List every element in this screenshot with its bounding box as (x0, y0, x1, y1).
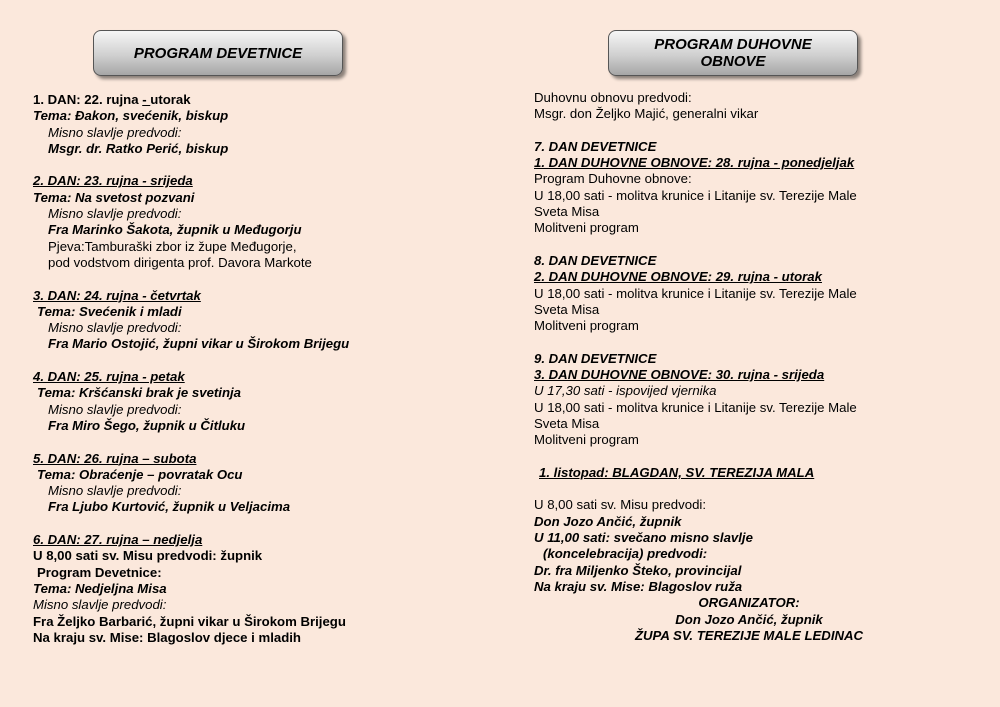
day6-misno: Misno slavlje predvodi: (33, 597, 167, 613)
day5-title: 5. DAN: 26. rujna – subota (33, 450, 197, 466)
day8-line3: Molitveni program (534, 318, 639, 334)
day8-title: 8. DAN DEVETNICE (534, 252, 657, 268)
organizer-label: ORGANIZATOR: (698, 595, 800, 611)
day9-line1: U 17,30 sati - ispovijed vjernika (534, 383, 717, 399)
header-text: PROGRAM DEVETNICE (133, 44, 303, 62)
day8-line1: U 18,00 sati - molitva krunice i Litanije sv. Terezije Male (534, 285, 857, 301)
day7-title: 7. DAN DEVETNICE (534, 138, 657, 154)
right-column (534, 90, 964, 644)
day8-line2: Sveta Misa (534, 301, 600, 317)
day8-subtitle: 2. DAN DUHOVNE OBNOVE: 29. rujna - utorak (534, 269, 822, 285)
day7-line2: U 18,00 sati - molitva krunice i Litanije sv. Terezije Male (534, 187, 857, 203)
day6-closing: Na kraju sv. Mise: Blagoslov djece i mladih (33, 629, 301, 645)
day6-mass: U 8,00 sati sv. Misu predvodi: župnik (33, 548, 263, 564)
day6-title: 6. DAN: 27. rujna – nedjelja (33, 532, 203, 548)
program-devetnice-header (93, 30, 343, 76)
feast-line6: Na kraju sv. Mise: Blagoslov ruža (534, 578, 743, 594)
header-text-line2: OBNOVE (700, 53, 766, 70)
day9-title: 9. DAN DEVETNICE (534, 350, 657, 366)
day9-subtitle: 3. DAN DUHOVNE OBNOVE: 30. rujna - srijeda (534, 367, 825, 383)
feast-line1: U 8,00 sati sv. Misu predvodi: (534, 497, 706, 513)
day2-music2: pod vodstvom dirigenta prof. Davora Markote (48, 254, 312, 270)
day4-tema: Tema: Kršćanski brak je svetinja (37, 385, 242, 401)
day2-title: 2. DAN: 23. rujna - srijeda (33, 173, 193, 189)
day3-misno: Misno slavlje predvodi: (48, 320, 182, 336)
intro-line1: Duhovnu obnovu predvodi: (534, 90, 692, 105)
day4-misno: Misno slavlje predvodi: (48, 401, 182, 417)
day2-music1: Pjeva:Tamburaški zbor iz župe Međugorje, (48, 238, 297, 254)
day2-celebrant: Fra Marinko Šakota, župnik u Međugorju (48, 222, 302, 238)
feast-line2: Don Jozo Ančić, župnik (534, 513, 682, 529)
day9-line2: U 18,00 sati - molitva krunice i Litanije sv. Terezije Male (534, 399, 857, 415)
feast-line4: (koncelebracija) predvodi: (543, 546, 708, 562)
day3-title: 3. DAN: 24. rujna - četvrtak (33, 287, 201, 303)
day6-tema: Tema: Nedjeljna Misa (33, 580, 167, 596)
day3-celebrant: Fra Mario Ostojić, župni vikar u Širokom Brijegu (48, 336, 350, 352)
day6-celebrant: Fra Željko Barbarić, župni vikar u Širokom Brijegu (33, 613, 346, 629)
day5-tema: Tema: Obraćenje – povratak Ocu (37, 466, 243, 482)
day5-celebrant: Fra Ljubo Kurtović, župnik u Veljacima (48, 499, 291, 515)
intro-line2: Msgr. don Željko Majić, generalni vikar (534, 106, 759, 122)
feast-line3: U 11,00 sati: svečano misno slavlje (534, 530, 753, 546)
day9-line3: Sveta Misa (534, 415, 600, 431)
day2-misno: Misno slavlje predvodi: (48, 206, 182, 222)
program-duhovne-obnove-header (608, 30, 858, 76)
day7-line1: Program Duhovne obnove: (534, 171, 692, 187)
day3-tema: Tema: Svećenik i mladi (37, 303, 182, 319)
left-column (33, 92, 349, 646)
day1-celebrant: Msgr. dr. Ratko Perić, biskup (48, 140, 229, 156)
day7-line3: Sveta Misa (534, 204, 600, 220)
organizer-parish: ŽUPA SV. TEREZIJE MALE LEDINAC (634, 627, 864, 643)
feast-title: 1. listopad: BLAGDAN, SV. TEREZIJA MALA (539, 464, 815, 480)
feast-line5: Dr. fra Miljenko Šteko, provincijal (534, 562, 742, 578)
organizer-name: Don Jozo Ančić, župnik (675, 611, 823, 627)
day9-line4: Molitveni program (534, 432, 639, 448)
day4-title: 4. DAN: 25. rujna - petak (33, 369, 185, 385)
day7-subtitle: 1. DAN DUHOVNE OBNOVE: 28. rujna - ponedjeljak (534, 155, 855, 171)
day4-celebrant: Fra Miro Šego, župnik u Čitluku (48, 417, 246, 433)
day1-misno: Misno slavlje predvodi: (48, 124, 182, 140)
day1-tema: Tema: Đakon, svećenik, biskup (33, 108, 229, 124)
day5-misno: Misno slavlje predvodi: (48, 483, 182, 499)
day6-program: Program Devetnice: (37, 564, 162, 580)
day1-title: 1. DAN: 22. rujna - utorak (33, 92, 191, 107)
header-text-line1: PROGRAM DUHOVNE (654, 36, 812, 53)
day7-line4: Molitveni program (534, 220, 639, 236)
day2-tema: Tema: Na svetost pozvani (33, 189, 195, 205)
